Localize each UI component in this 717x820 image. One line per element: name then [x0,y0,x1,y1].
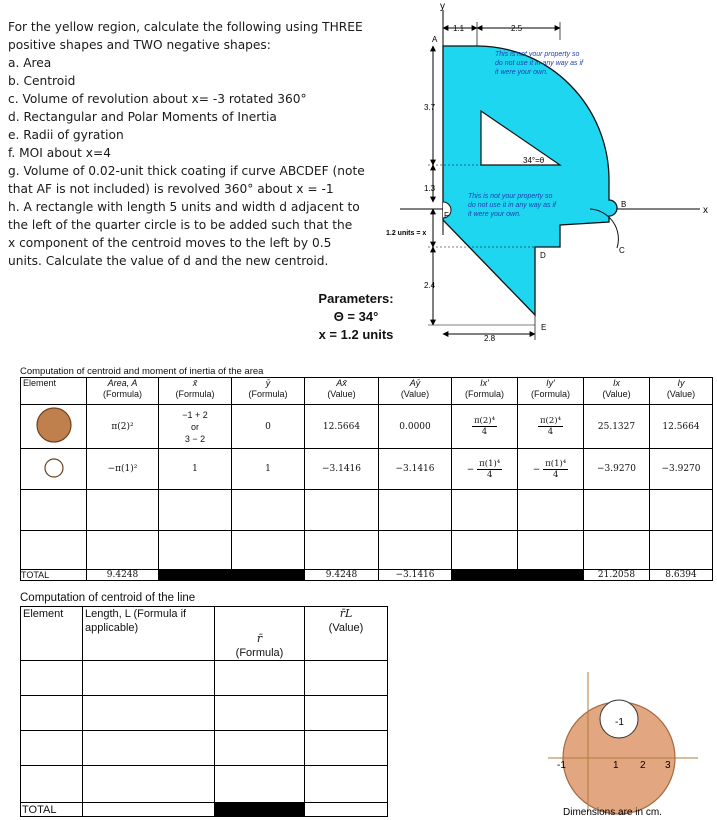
parameter-theta: Θ = 34° [333,309,379,324]
total-ix: 21.2058 [584,570,650,581]
x-axis-label: x [703,205,708,216]
th2-rbar: r̄ (Formula) [215,607,305,661]
problem-line: For the yellow region, calculate the following using THREE [8,20,363,34]
problem-statement [8,18,368,270]
problem-line: a. Area [8,56,52,70]
total-iy: 8.6394 [650,570,713,581]
point-d-label: D [540,251,546,260]
problem-line: b. Centroid [8,74,76,88]
table-row [21,405,713,449]
th-iy-prime: Iy' (Formula) [518,378,584,405]
fig2-caption: Dimensions are in cm. [563,807,662,818]
ax-value: −3.1416 [305,449,379,490]
table2-header-row [21,607,388,661]
table1-header-row [21,378,713,405]
table1-caption: Computation of centroid and moment of inertia of the area [20,366,264,377]
iy-prime-formula: − $\frac{\text{π(1)⁴}}{4}$ [518,449,584,490]
table-row [21,731,388,766]
element-solid-circle-cell [21,405,87,449]
region-figure [380,0,717,345]
total-label: TOTAL [21,570,87,581]
watermark-line: do not use it in any way as if [495,60,583,67]
th-ix: Ix (Value) [584,378,650,405]
dim-label-2-5: 2.5 [511,24,523,33]
label-neg1-left: -1 [557,760,566,771]
table2-caption: Computation of centroid of the line [20,592,196,604]
label-2: 2 [640,760,646,771]
point-e-label: E [541,323,547,332]
table-row [21,449,713,490]
table-row [21,531,713,570]
area-table [20,377,713,581]
dim-label-2-4: 2.4 [424,281,436,290]
parameters-title: Parameters: [318,291,394,306]
problem-line: g. Volume of 0.02-unit thick coating if curve ABCDEF (note [8,164,365,178]
y-axis-label: y [440,1,445,12]
table2-total-row [21,803,388,817]
problem-line: c. Volume of revolution about x= -3 rotated 360° [8,92,307,106]
total-blackout [159,570,305,581]
dim-label-2-8: 2.8 [484,334,496,343]
table-row [21,661,388,696]
line-table [20,606,388,817]
watermark-line: This is not your property so [495,51,580,58]
problem-line: x component of the centroid moves to the left by 0.5 [8,236,332,250]
dim-label-1-1: 1.1 [453,24,465,33]
th-ay: Aȳ (Value) [379,378,452,405]
label-neg1-top: -1 [615,717,624,728]
th-ix-prime: Ix' (Formula) [452,378,518,405]
iy-prime-formula: $\frac{\text{π(2)⁴}}{4}$ [518,405,584,449]
problem-line: positive shapes and TWO negative shapes: [8,38,271,52]
th-ybar: ȳ (Formula) [232,378,305,405]
iy-value: 12.5664 [650,405,713,449]
solid-circle-icon [37,408,71,442]
ax-value: 12.5664 [305,405,379,449]
area-formula: −π(1)² [87,449,159,490]
xbar-formula: 1 [159,449,232,490]
total-ax: 9.4248 [305,570,379,581]
ix-prime-formula: $\frac{\text{π(2)⁴}}{4}$ [452,405,518,449]
angle-label: 34°=θ [523,156,545,165]
ix-value: 25.1327 [584,405,650,449]
area-formula: π(2)² [87,405,159,449]
ix-prime-formula: − $\frac{\text{π(1)⁴}}{4}$ [452,449,518,490]
dim-label-3-7: 3.7 [424,103,436,112]
label-1: 1 [613,760,619,771]
dim-label-x-note: 1.2 units = x [386,230,427,237]
yellow-region-shape [443,46,617,315]
ay-value: 0.0000 [379,405,452,449]
problem-line: units. Calculate the value of d and the new centroid. [8,254,329,268]
problem-line: that AF is not included) is revolved 360° about x = -1 [8,182,334,196]
point-f-label: F [444,211,449,220]
total-ay: −3.1416 [379,570,452,581]
th-ax: Ax̄ (Value) [305,378,379,405]
point-a-label: A [432,35,438,44]
table1-total-row [21,570,713,581]
total2-blackout [215,803,305,817]
th2-length: Length, L (Formula if applicable) [83,607,215,661]
total-blackout [452,570,584,581]
watermark-line: it were your own. [468,211,521,218]
total-area: 9.4248 [87,570,159,581]
table-row [21,766,388,803]
table-row [21,490,713,531]
problem-line: d. Rectangular and Polar Moments of Inertia [8,110,277,124]
table-row [21,696,388,731]
watermark-line: do not use it in any way as if [468,202,556,209]
watermark-line: This is not your property so [468,193,553,200]
problem-line: h. A rectangle with length 5 units and width d adjacent to [8,200,360,214]
point-b-label: B [621,200,627,209]
problem-line: the left of the quarter circle is to be added such that the [8,218,353,232]
watermark-line: it were your own. [495,69,548,76]
ybar-formula: 1 [232,449,305,490]
th2-element: Element [21,607,83,661]
th-area: Area, A (Formula) [87,378,159,405]
ay-value: −3.1416 [379,449,452,490]
th-iy: Iy (Value) [650,378,713,405]
th-xbar: x̄ (Formula) [159,378,232,405]
ybar-formula: 0 [232,405,305,449]
parameter-x: x = 1.2 units [318,327,394,342]
circle-figure [540,670,717,820]
dim-label-1-3: 1.3 [424,184,436,193]
th-element: Element [21,378,87,405]
element-hole-circle-cell [21,449,87,490]
iy-value: −3.9270 [650,449,713,490]
xbar-formula: −1 + 2 or 3 − 2 [159,405,232,449]
point-c-label: C [619,246,625,255]
th2-rbar-l: r̄L (Value) [305,607,388,661]
total2-label: TOTAL [21,803,83,817]
hollow-circle-icon [45,459,63,477]
problem-line: f. MOI about x=4 [8,146,111,160]
problem-line: e. Radii of gyration [8,128,124,142]
ix-value: −3.9270 [584,449,650,490]
label-3: 3 [665,760,671,771]
